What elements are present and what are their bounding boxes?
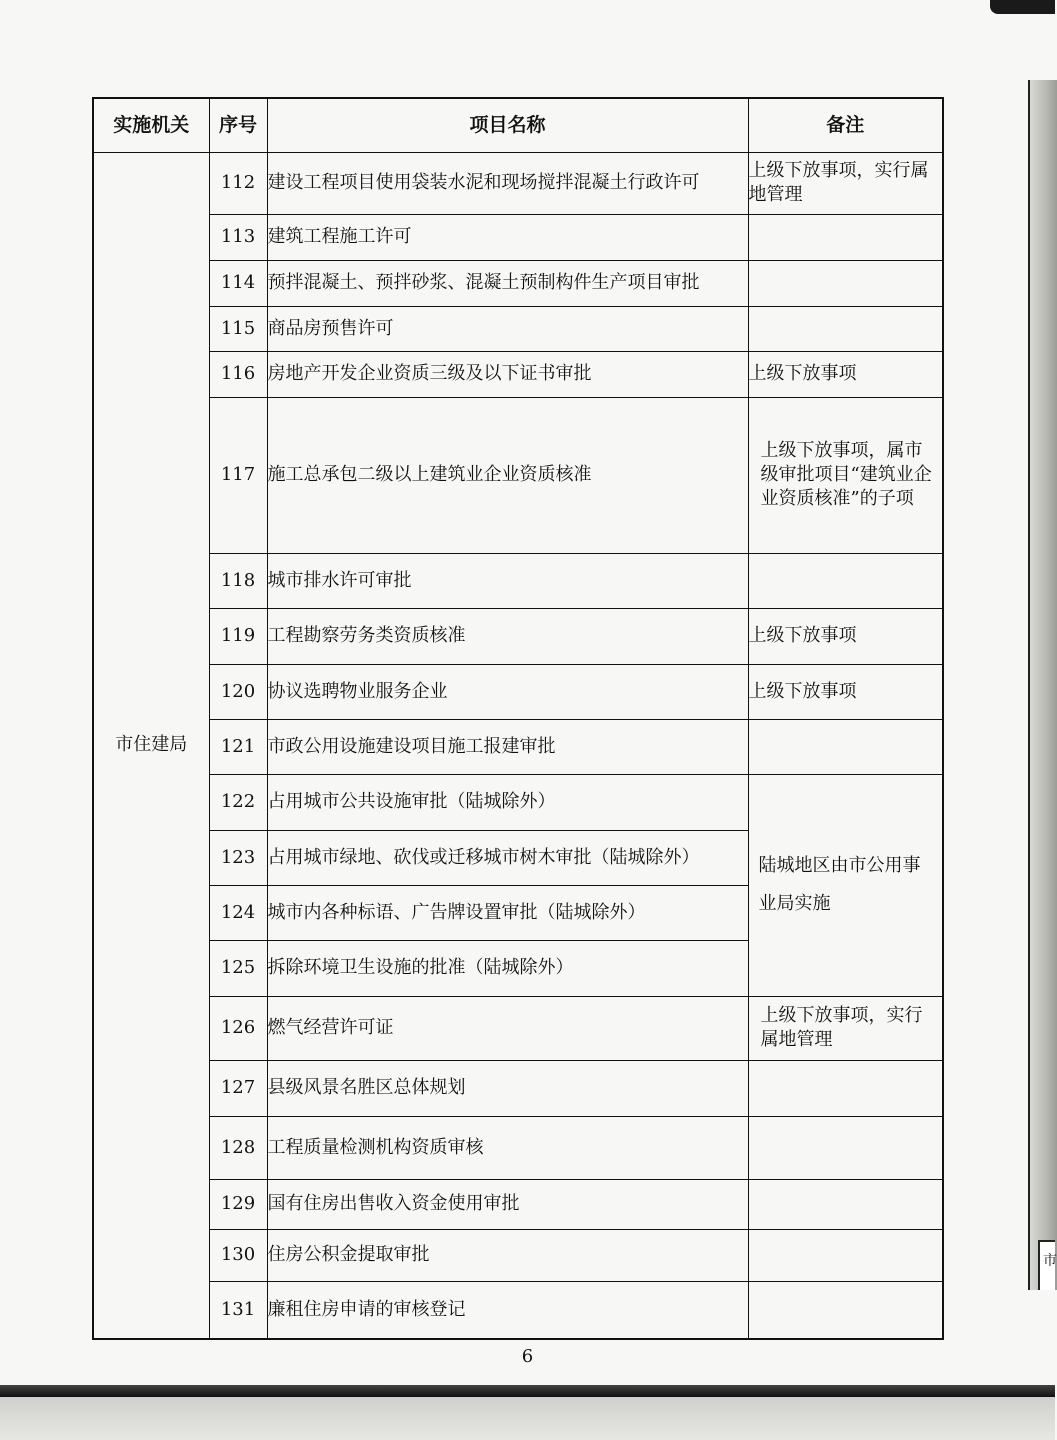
- item-note: 上级下放事项: [748, 351, 943, 397]
- item-name: 协议选聘物业服务企业: [267, 664, 748, 719]
- item-name: 市政公用设施建设项目施工报建审批: [267, 719, 748, 774]
- table-row: [93, 553, 943, 608]
- item-name: 燃气经营许可证: [267, 996, 748, 1060]
- row-number: 112: [209, 152, 267, 214]
- item-name: 预拌混凝土、预拌砂浆、混凝土预制构件生产项目审批: [267, 260, 748, 306]
- table-row: [93, 1229, 943, 1281]
- table-row: [93, 397, 943, 553]
- row-number: 122: [209, 774, 267, 830]
- row-number: 115: [209, 306, 267, 351]
- row-number: 128: [209, 1116, 267, 1179]
- header-note: 备注: [748, 98, 943, 152]
- table-row: [93, 351, 943, 397]
- item-note: [748, 1116, 943, 1179]
- item-name: 施工总承包二级以上建筑业企业资质核准: [267, 397, 748, 553]
- item-name: 国有住房出售收入资金使用审批: [267, 1179, 748, 1229]
- table-row: [93, 214, 943, 260]
- scan-corner-shadow: [990, 0, 1055, 14]
- item-name: 廉租住房申请的审核登记: [267, 1281, 748, 1339]
- row-number: 129: [209, 1179, 267, 1229]
- row-number: 121: [209, 719, 267, 774]
- item-name: 占用城市绿地、砍伐或迁移城市树木审批（陆城除外）: [267, 830, 748, 885]
- row-number: 131: [209, 1281, 267, 1339]
- item-name: 城市内各种标语、广告牌设置审批（陆城除外）: [267, 885, 748, 940]
- row-number: 127: [209, 1060, 267, 1116]
- row-number: 118: [209, 553, 267, 608]
- header-number: 序号: [209, 98, 267, 152]
- item-note: [748, 260, 943, 306]
- item-note: 上级下放事项，实行属地管理: [748, 996, 943, 1060]
- item-note: [748, 214, 943, 260]
- row-number: 117: [209, 397, 267, 553]
- item-note: [748, 553, 943, 608]
- table-row: [93, 996, 943, 1060]
- item-note: [748, 719, 943, 774]
- item-note: [748, 306, 943, 351]
- item-name: 工程质量检测机构资质审核: [267, 1116, 748, 1179]
- adjacent-page-fragment: 市: [1038, 1240, 1055, 1290]
- scan-bottom-shade: [0, 1397, 1055, 1440]
- row-number: 120: [209, 664, 267, 719]
- item-name: 工程勘察劳务类资质核准: [267, 608, 748, 664]
- item-name: 城市排水许可审批: [267, 553, 748, 608]
- item-name: 占用城市公共设施审批（陆城除外）: [267, 774, 748, 830]
- scan-edge-strip: [1028, 80, 1057, 1290]
- item-note: [748, 1229, 943, 1281]
- item-name: 商品房预售许可: [267, 306, 748, 351]
- table-row: [93, 774, 943, 830]
- row-number: 114: [209, 260, 267, 306]
- scan-bottom-edge: [0, 1385, 1055, 1397]
- page-number: 6: [521, 1346, 534, 1367]
- item-name: 房地产开发企业资质三级及以下证书审批: [267, 351, 748, 397]
- agency-cell: 市住建局: [93, 152, 209, 1339]
- row-number: 119: [209, 608, 267, 664]
- item-note: [748, 1179, 943, 1229]
- table-row: [93, 260, 943, 306]
- table-row: [93, 719, 943, 774]
- item-note: 上级下放事项: [748, 608, 943, 664]
- row-number: 125: [209, 940, 267, 996]
- row-number: 123: [209, 830, 267, 885]
- table-row: [93, 1060, 943, 1116]
- item-name: 建设工程项目使用袋装水泥和现场搅拌混凝土行政许可: [267, 152, 748, 214]
- item-name: 建筑工程施工许可: [267, 214, 748, 260]
- table-row: [93, 306, 943, 351]
- item-note: 上级下放事项，属市级审批项目“建筑业企业资质核准”的子项: [748, 397, 943, 553]
- row-number: 113: [209, 214, 267, 260]
- item-name: 拆除环境卫生设施的批准（陆城除外）: [267, 940, 748, 996]
- item-note: 上级下放事项: [748, 664, 943, 719]
- merged-note: 陆城地区由市公用事业局实施: [748, 774, 943, 996]
- item-note: 上级下放事项，实行属地管理: [748, 152, 943, 214]
- item-note: [748, 1060, 943, 1116]
- table-row: [93, 608, 943, 664]
- table-row: [93, 1179, 943, 1229]
- header-name: 项目名称: [267, 98, 748, 152]
- row-number: 130: [209, 1229, 267, 1281]
- table-row: [93, 664, 943, 719]
- item-name: 县级风景名胜区总体规划: [267, 1060, 748, 1116]
- table-row: [93, 1281, 943, 1339]
- table-row: [93, 1116, 943, 1179]
- row-number: 126: [209, 996, 267, 1060]
- item-note: [748, 1281, 943, 1339]
- header-agency: 实施机关: [93, 98, 209, 152]
- row-number: 116: [209, 351, 267, 397]
- table-header-row: [93, 98, 943, 152]
- approval-items-table: [92, 97, 944, 1340]
- table-row: [93, 152, 943, 214]
- row-number: 124: [209, 885, 267, 940]
- item-name: 住房公积金提取审批: [267, 1229, 748, 1281]
